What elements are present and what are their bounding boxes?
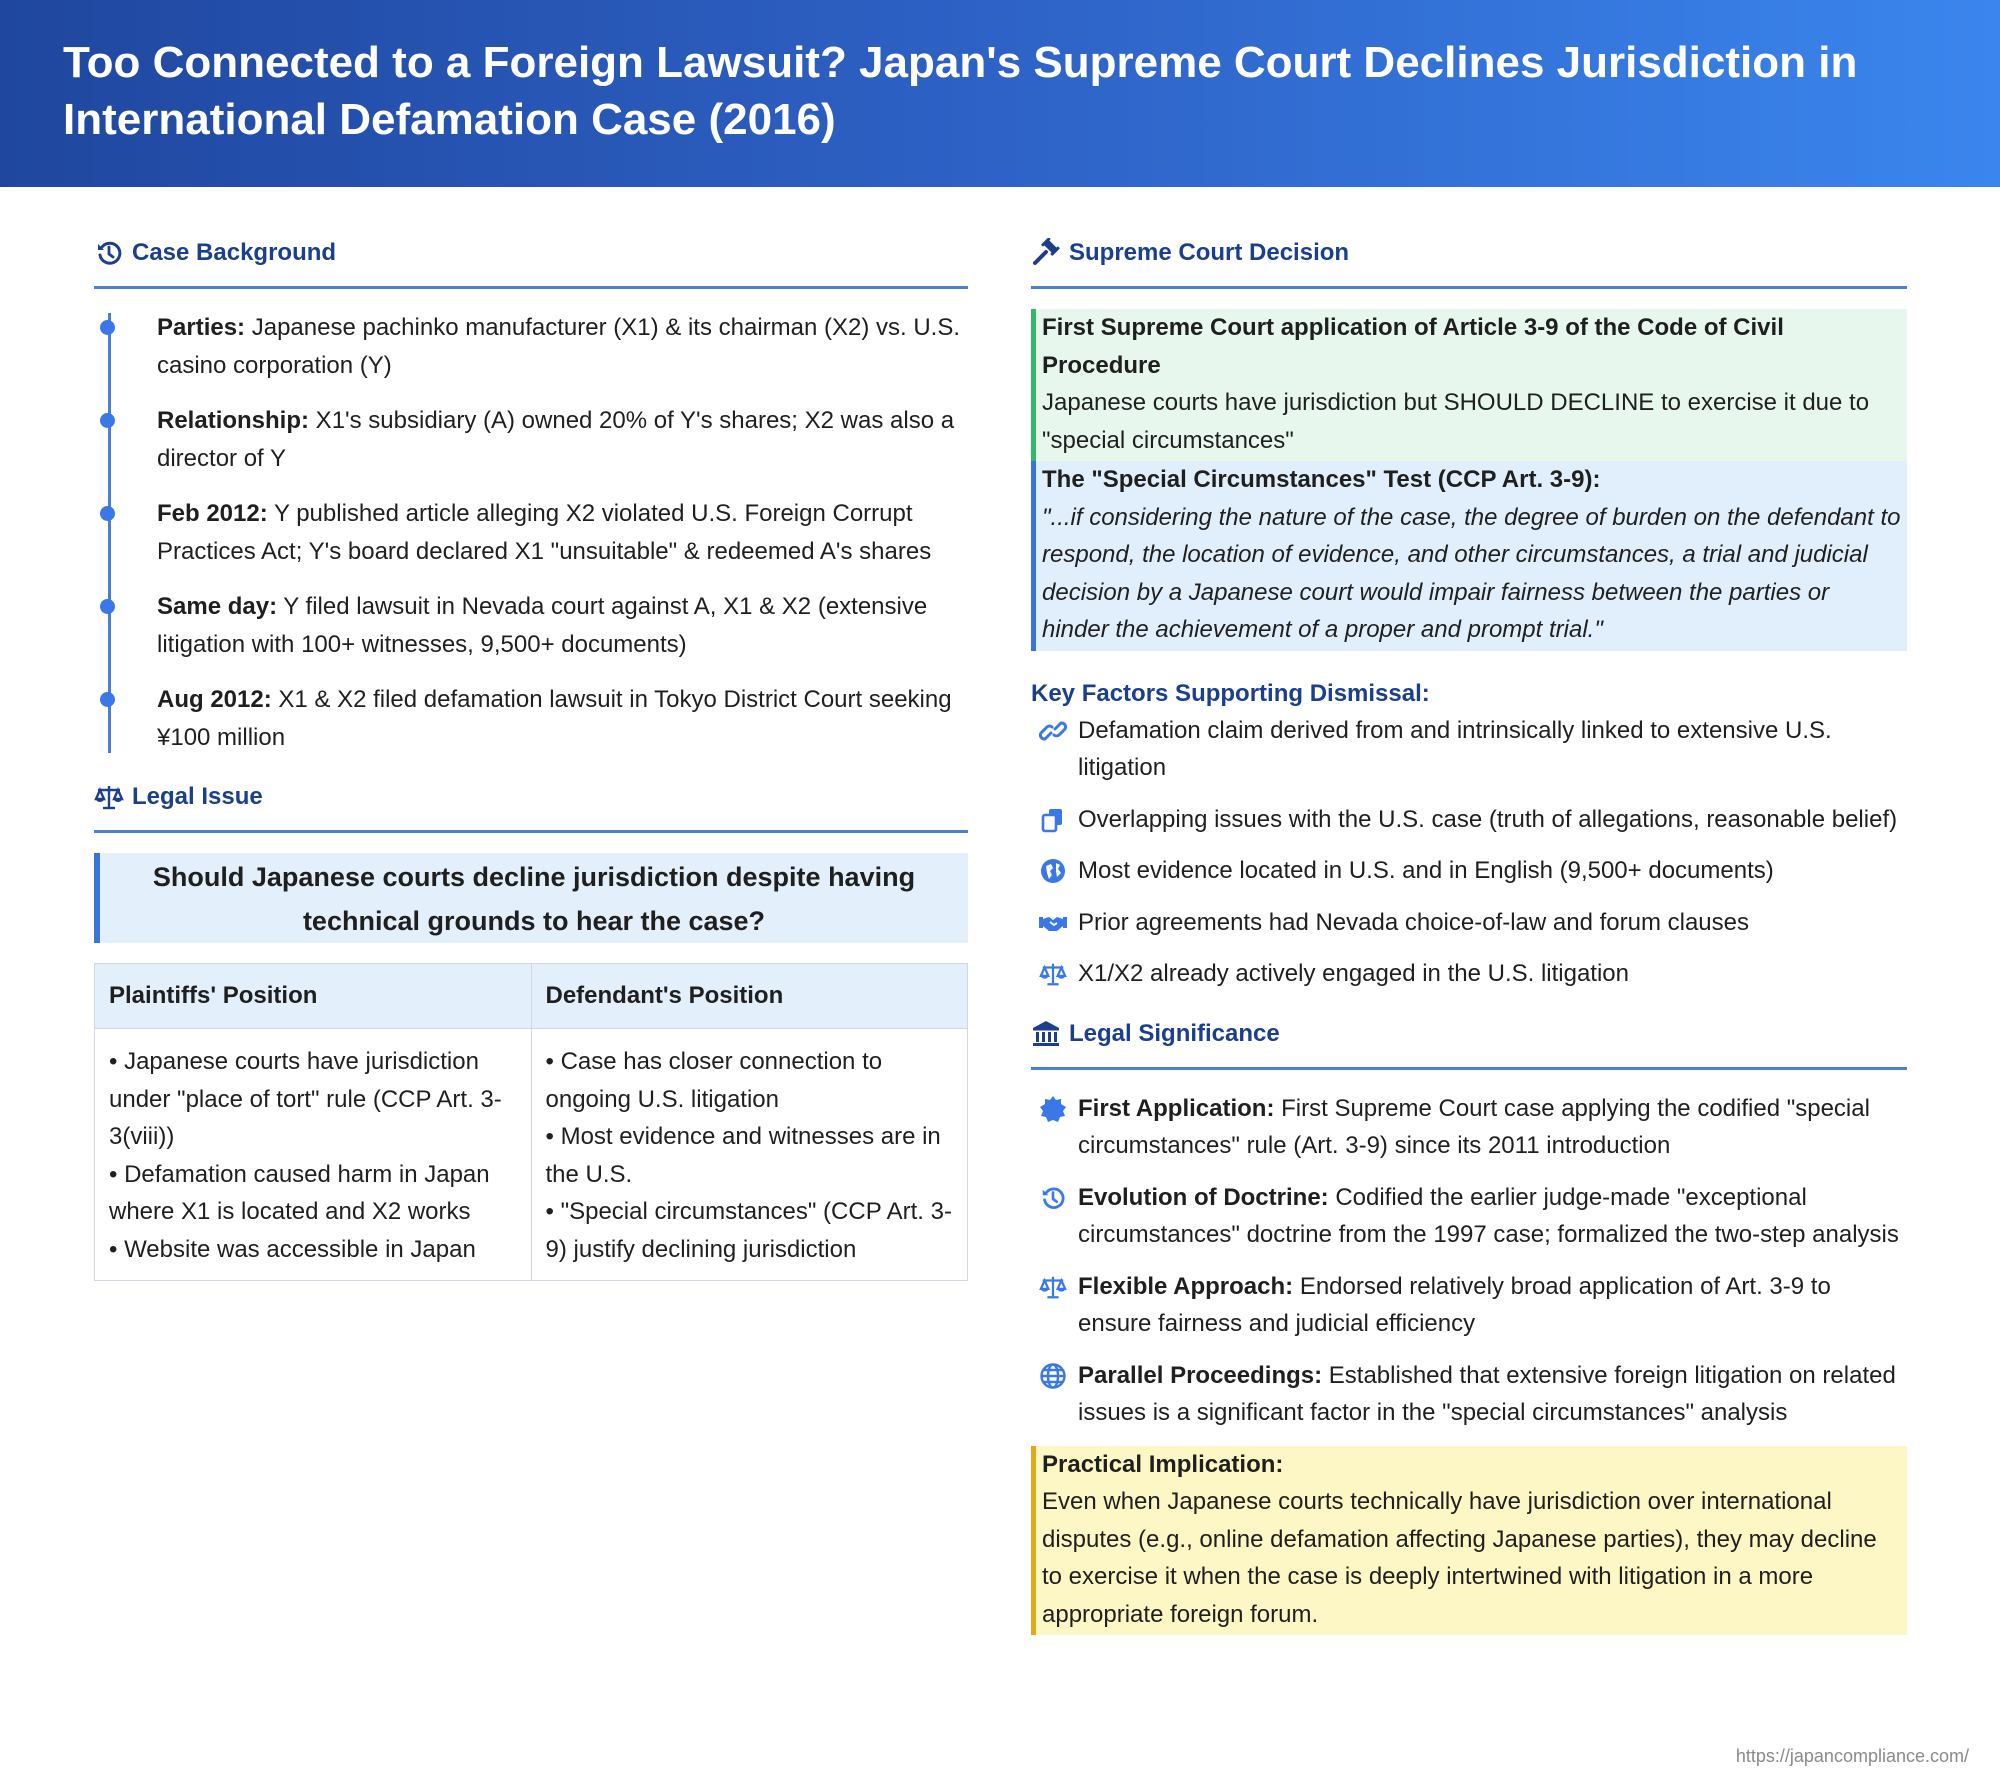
plaintiffs-point: • Defamation caused harm in Japan where X1 is located and X2 works [109,1160,490,1225]
decision-summary-box [1031,309,1907,461]
list-item [1031,904,1907,942]
list-item [1031,1179,1907,1254]
timeline-dot [100,599,115,614]
page-title: Too Connected to a Foreign Lawsuit? Japan's Supreme Court Declines Jurisdiction in International Defamation Case (2016) [63,38,1858,144]
case-background-header [94,230,968,289]
legal-significance-title: Legal Significance [1069,1019,1280,1047]
history-icon [94,238,124,268]
left-column [94,230,968,1281]
significance-text: First Supreme Court case applying the codified "special circumstances" rule (Art. 3-9) since its 2011 introduction [1078,1094,1870,1159]
timeline-dot [100,413,115,428]
timeline-label: Parties: [157,314,246,341]
list-item [1031,1357,1907,1432]
decision-summary-title: First Supreme Court application of Article 3-9 of the Code of Civil Procedure [1042,314,1784,379]
legal-issue-title: Legal Issue [132,783,263,810]
defendant-point: • Most evidence and witnesses are in the U.S. [545,1123,941,1188]
case-background-title: Case Background [132,239,337,266]
plaintiffs-point: • Website was accessible in Japan [109,1235,476,1263]
factor-text: Defamation claim derived from and intrinsically linked to extensive U.S. litigation [1078,716,1832,781]
legal-significance-header [1031,1011,1907,1070]
globe-americas-icon [1039,857,1067,885]
right-column [1031,230,1907,1635]
timeline-text: Japanese pachinko manufacturer (X1) & its chairman (X2) vs. U.S. casino corporation (Y) [157,314,961,379]
key-factors-title: Key Factors Supporting Dismissal: [1031,679,1430,707]
plaintiffs-position-header: Plaintiffs' Position [95,964,532,1029]
defendant-point: • Case has closer connection to ongoing U.S. litigation [545,1048,883,1113]
timeline-line [108,313,111,753]
list-item [1031,852,1907,890]
defendant-position-cell [531,1029,968,1281]
timeline-text: X1's subsidiary (A) owned 20% of Y's shares; X2 was also a director of Y [157,407,955,472]
history-icon [1039,1184,1067,1212]
link-icon [1039,717,1067,745]
practical-implication-title: Practical Implication: [1042,1450,1284,1478]
legal-issue-header [94,774,968,833]
decision-title: Supreme Court Decision [1069,239,1350,266]
scales-icon [94,782,124,812]
scales-icon [1039,960,1067,988]
legal-question: Should Japanese courts decline jurisdiction despite having technical grounds to hear the case? [94,853,968,943]
significance-label: Parallel Proceedings: [1078,1361,1323,1389]
factor-text: Most evidence located in U.S. and in English (9,500+ documents) [1078,857,1774,884]
significance-label: First Application: [1078,1094,1275,1122]
timeline-label: Relationship: [157,407,310,434]
timeline-label: Feb 2012: [157,500,268,527]
significance-label: Flexible Approach: [1078,1272,1294,1300]
scales-icon [1039,1273,1067,1301]
timeline-label: Same day: [157,593,278,620]
practical-implication-box [1031,1446,1907,1636]
special-circumstances-quote: "...if considering the nature of the case, the degree of burden on the defendant to respond, the location of evidence, and other circumstances, a trial and judicial decision by a Japanese court would impair fairness between the parties or hinder the achievement of a proper and prompt trial." [1042,503,1901,643]
case-timeline [94,309,968,756]
table-header-row [95,964,968,1029]
timeline-item-feb-2012 [157,495,968,570]
timeline-text: Y filed lawsuit in Nevada court against A, X1 & X2 (extensive litigation with 100+ witnesses, 9,500+ documents) [157,593,928,658]
list-item [1031,955,1907,993]
plaintiffs-position-cell [95,1029,532,1281]
handshake-icon [1039,909,1067,937]
list-item [1031,1090,1907,1165]
timeline-item-aug-2012 [157,681,968,756]
timeline-item-same-day [157,588,968,663]
significance-text: Codified the earlier judge-made "exceptional circumstances" doctrine from the 1997 case; formalized the two-step analysis [1078,1183,1899,1248]
significance-text: Established that extensive foreign litigation on related issues is a significant factor in the "special circumstances" analysis [1078,1361,1896,1426]
timeline-item-parties [157,309,968,384]
list-item [1031,712,1907,787]
positions-table [94,963,968,1281]
significance-label: Evolution of Doctrine: [1078,1183,1329,1211]
timeline-text: Y published article alleging X2 violated U.S. Foreign Corrupt Practices Act; Y's board declared X1 "unsuitable" & redeemed A's shares [157,500,932,565]
certificate-icon [1039,1095,1067,1123]
list-item [1031,1268,1907,1343]
source-url: https://japancompliance.com/ [1735,1746,1969,1766]
decision-header [1031,230,1907,289]
special-circumstances-box [1031,461,1907,651]
globe-icon [1039,1362,1067,1390]
decision-summary-text: Japanese courts have jurisdiction but SHOULD DECLINE to exercise it due to "special circumstances" [1042,389,1870,454]
timeline-item-relationship [157,402,968,477]
header-banner [0,0,2000,187]
practical-implication-text: Even when Japanese courts technically have jurisdiction over international disputes (e.g., online defamation affecting Japanese parties), they may decline to exercise it when the case is deeply intertwined with litigation in a more appropriate foreign forum. [1042,1488,1877,1628]
defendant-point: • "Special circumstances" (CCP Art. 3-9) justify declining jurisdiction [545,1198,952,1263]
factor-text: X1/X2 already actively engaged in the U.S. litigation [1078,960,1630,987]
timeline-label: Aug 2012: [157,686,272,713]
list-item [1031,801,1907,839]
timeline-dot [100,506,115,521]
timeline-dot [100,320,115,335]
plaintiffs-point: • Japanese courts have jurisdiction under "place of tort" rule (CCP Art. 3-3(viii)) [109,1048,502,1150]
defendant-position-header: Defendant's Position [531,964,968,1029]
factor-text: Overlapping issues with the U.S. case (truth of allegations, reasonable belief) [1078,805,1898,833]
significance-text: Endorsed relatively broad application of Art. 3-9 to ensure fairness and judicial efficiency [1078,1272,1831,1337]
factor-text: Prior agreements had Nevada choice-of-law and forum clauses [1078,908,1750,936]
gavel-icon [1031,238,1061,268]
landmark-icon [1031,1019,1061,1049]
timeline-text: X1 & X2 filed defamation lawsuit in Tokyo District Court seeking ¥100 million [157,686,952,751]
special-circumstances-title: The "Special Circumstances" Test (CCP Art. 3-9): [1042,466,1601,493]
table-row [95,1029,968,1281]
timeline-dot [100,692,115,707]
copy-icon [1039,806,1067,834]
